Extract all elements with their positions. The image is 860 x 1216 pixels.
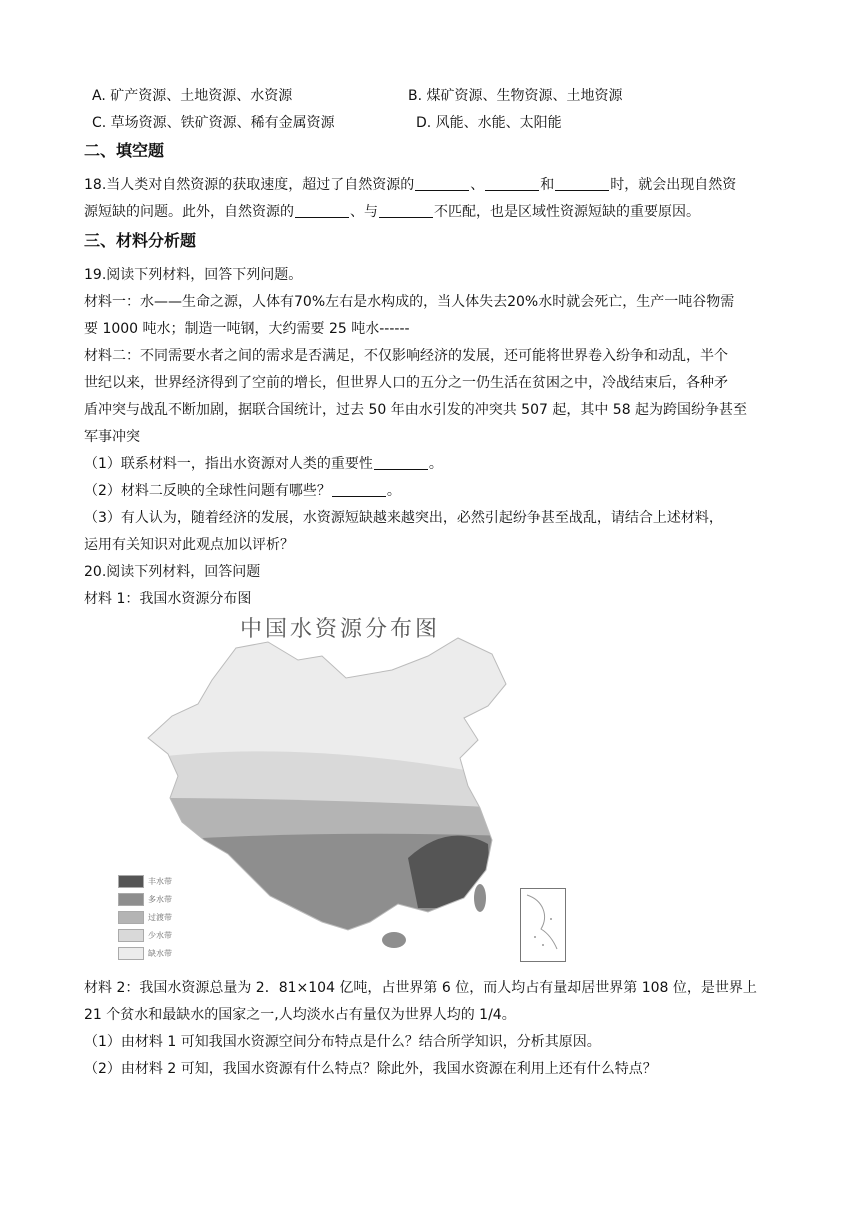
q18-text-1: 18.当人类对自然资源的获取速度，超过了自然资源的 (84, 177, 415, 193)
q19-material1-line1: 材料一：水——生命之源，人体有70%左右是水构成的，当人体失去20%水时就会死亡，生产一吨谷物需 (84, 294, 735, 310)
legend-item (118, 873, 172, 889)
section-heading-fill-in: 二、填空题 (84, 141, 165, 160)
legend-label: 多水带 (148, 894, 172, 904)
legend-label: 过渡带 (148, 912, 172, 922)
option-b: B. 煤矿资源、生物资源、土地资源 (408, 88, 623, 104)
q19-material2-line1: 材料二：不同需要水者之间的需求是否满足，不仅影响经济的发展，还可能将世界卷入纷争和动乱，半个 (84, 348, 728, 364)
q20-question2: （2）由材料 2 可知，我国水资源有什么特点？除此外，我国水资源在利用上还有什么特点？ (84, 1061, 657, 1077)
legend-item (118, 927, 172, 943)
q19-q1-end: 。 (428, 456, 443, 472)
map-title: 中国水资源分布图 (240, 617, 441, 642)
answer-blank[interactable] (485, 176, 539, 191)
legend-swatch (118, 947, 144, 960)
option-c: C. 草场资源、铁矿资源、稀有金属资源 (92, 115, 335, 131)
legend-item (118, 909, 172, 925)
option-a: A. 矿产资源、土地资源、水资源 (92, 88, 293, 104)
q19-material2-line3: 盾冲突与战乱不断加剧，据联合国统计，过去 50 年由水引发的冲突共 507 起，其中 58 起为跨国纷争甚至 (84, 402, 748, 418)
q20-question1: （1）由材料 1 可知我国水资源空间分布特点是什么？结合所学知识，分析其原因。 (84, 1034, 601, 1050)
q20-intro: 20.阅读下列材料，回答问题 (84, 564, 261, 580)
china-map-graphic (108, 608, 564, 973)
q18-line-1 (84, 175, 736, 195)
china-water-resources-map (108, 608, 564, 973)
legend-swatch (118, 929, 144, 942)
legend-item (118, 945, 172, 961)
q19-question2 (84, 481, 401, 501)
q18-line-2 (84, 202, 700, 222)
answer-blank[interactable] (332, 482, 386, 497)
legend-label: 缺水带 (148, 948, 172, 958)
q18-text-3: 和 (540, 177, 555, 193)
map-legend (118, 873, 172, 963)
q18-text-4: 时，就会出现自然资 (610, 177, 737, 193)
answer-blank[interactable] (555, 176, 609, 191)
answer-blank[interactable] (415, 176, 469, 191)
legend-label: 少水带 (148, 930, 172, 940)
legend-label: 丰水带 (148, 876, 172, 886)
legend-item (118, 891, 172, 907)
q19-intro: 19.阅读下列材料，回答下列问题。 (84, 267, 303, 283)
q20-material2-line1: 材料 2：我国水资源总量为 2．81×104 亿吨，占世界第 6 位，而人均占有量却居世界第 108 位，是世界上 (84, 980, 757, 996)
q20-material2-line2: 21 个贫水和最缺水的国家之一,人均淡水占有量仅为世界人均的 1/4。 (84, 1007, 516, 1023)
q19-q1-text: （1）联系材料一，指出水资源对人类的重要性 (84, 456, 373, 472)
section-heading-material-analysis: 三、材料分析题 (84, 231, 197, 250)
q19-q2-end: 。 (386, 483, 401, 499)
q19-question3-line2: 运用有关知识对此观点加以评析？ (84, 537, 294, 553)
option-d: D. 风能、水能、太阳能 (416, 115, 562, 131)
legend-swatch (118, 893, 144, 906)
q18-text-2: 、 (470, 177, 485, 193)
legend-swatch (118, 875, 144, 888)
q19-material2-line2: 世纪以来，世界经济得到了空前的增长，但世界人口的五分之一仍生活在贫困之中，冷战结束后，各种矛 (84, 375, 728, 391)
q18-text-7: 不匹配，也是区域性资源短缺的重要原因。 (434, 204, 700, 220)
q20-material1: 材料 1：我国水资源分布图 (84, 591, 252, 607)
q19-question1 (84, 454, 443, 474)
answer-blank[interactable] (374, 455, 428, 470)
q18-text-5: 源短缺的问题。此外，自然资源的 (84, 204, 294, 220)
q19-material2-line4: 军事冲突 (84, 429, 140, 445)
q19-q2-text: （2）材料二反映的全球性问题有哪些？ (84, 483, 331, 499)
q19-material1-line2: 要 1000 吨水；制造一吨钢，大约需要 25 吨水------ (84, 321, 410, 337)
q18-text-6: 、与 (350, 204, 378, 220)
south-china-sea-inset (520, 888, 566, 962)
answer-blank[interactable] (295, 203, 349, 218)
legend-swatch (118, 911, 144, 924)
answer-blank[interactable] (379, 203, 433, 218)
inset-map-graphic (521, 889, 565, 961)
q19-question3-line1: （3）有人认为，随着经济的发展，水资源短缺越来越突出，必然引起纷争甚至战乱，请结合上述材料， (84, 510, 723, 526)
